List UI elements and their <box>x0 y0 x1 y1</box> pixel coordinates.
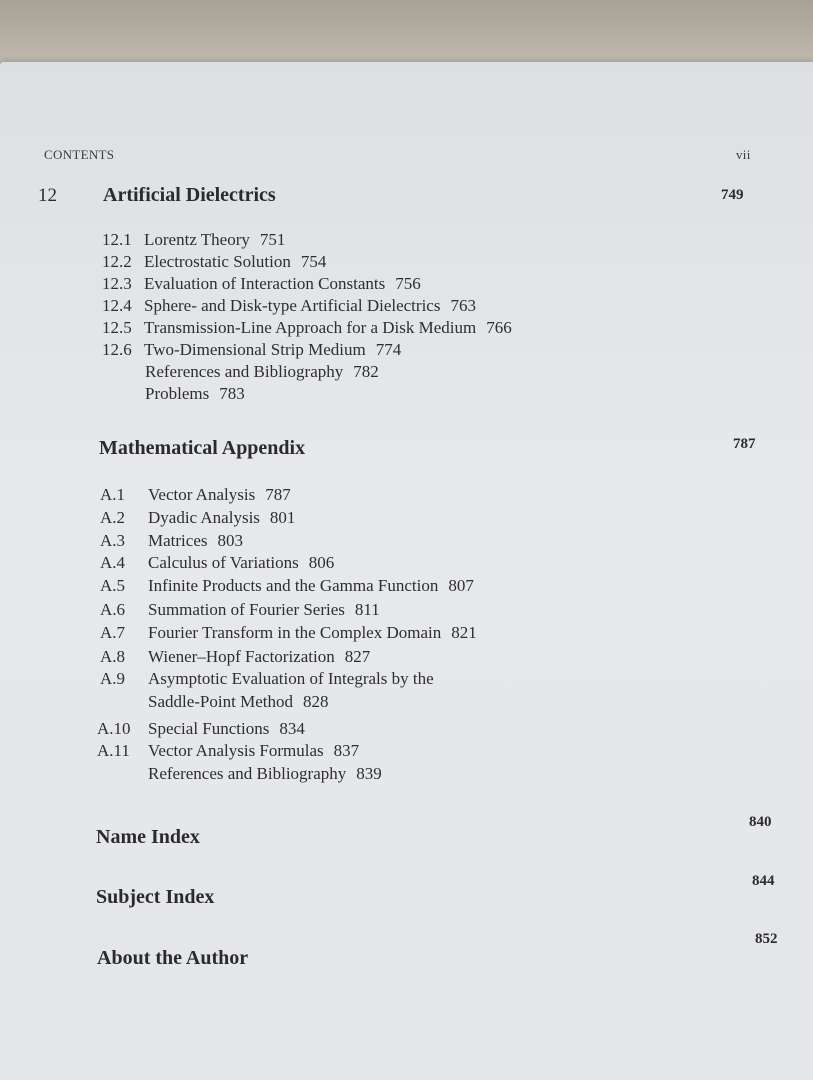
section-page: 821 <box>451 623 477 642</box>
section-title: Infinite Products and the Gamma Function <box>148 576 439 595</box>
section-page: 787 <box>265 485 291 504</box>
section-number: 12.3 <box>102 274 132 293</box>
section-title: Matrices <box>148 531 208 550</box>
section-page: 783 <box>219 384 245 403</box>
section-title: Vector Analysis Formulas <box>148 741 324 760</box>
chapter-title: Artificial Dielectrics <box>103 184 276 206</box>
section-title: Transmission-Line Approach for a Disk Medium <box>144 318 477 337</box>
toc-entry <box>100 669 434 689</box>
section-number: A.5 <box>100 576 126 595</box>
name-index-page: 840 <box>749 814 772 830</box>
section-page: 827 <box>344 647 371 666</box>
section-number: A.11 <box>97 741 130 760</box>
chapter-page: 749 <box>721 187 744 203</box>
section-page: 766 <box>486 318 512 337</box>
toc-entry <box>100 576 474 596</box>
toc-entry <box>102 274 421 294</box>
section-page: 837 <box>333 741 360 760</box>
section-number: A.9 <box>100 669 126 688</box>
appendix-title: Mathematical Appendix <box>99 437 306 459</box>
toc-entry <box>102 230 285 250</box>
toc-entry <box>97 741 359 761</box>
section-title: Two-Dimensional Strip Medium <box>144 340 366 359</box>
chapter-number: 12 <box>38 185 57 206</box>
section-page: 807 <box>448 576 474 595</box>
section-number: 12.4 <box>102 296 132 315</box>
section-page: 811 <box>354 600 380 619</box>
section-number: A.10 <box>97 719 131 738</box>
section-number: A.3 <box>100 531 126 550</box>
toc-entry <box>102 318 512 338</box>
page-number-roman: vii <box>736 147 751 162</box>
toc-entry <box>100 508 295 528</box>
section-number: 12.5 <box>102 318 132 337</box>
section-title: Special Functions <box>148 719 270 738</box>
section-page: 806 <box>308 553 335 572</box>
section-title: Evaluation of Interaction Constants <box>144 274 386 293</box>
section-title: Summation of Fourier Series <box>148 600 345 619</box>
section-number: A.7 <box>100 623 126 642</box>
section-title: References and Bibliography <box>148 764 347 783</box>
section-page: 801 <box>269 508 296 527</box>
section-title: Saddle-Point Method <box>148 692 293 711</box>
toc-entry <box>148 764 382 784</box>
section-number: 12.2 <box>102 252 132 271</box>
toc-entry <box>102 296 476 316</box>
section-page: 774 <box>375 340 402 359</box>
toc-entry <box>100 553 334 573</box>
about-author-title: About the Author <box>97 947 249 969</box>
section-number: 12.1 <box>102 230 132 249</box>
section-title: Electrostatic Solution <box>144 252 291 271</box>
section-title: Calculus of Variations <box>148 553 299 572</box>
subject-index-page: 844 <box>752 873 775 889</box>
toc-entry <box>145 362 379 382</box>
section-title: Vector Analysis <box>148 485 256 504</box>
toc-entry <box>100 600 380 620</box>
section-page: 828 <box>302 692 329 711</box>
section-number: A.8 <box>100 647 126 666</box>
section-title: Lorentz Theory <box>144 230 250 249</box>
section-page: 763 <box>450 296 476 315</box>
section-page: 756 <box>395 274 421 293</box>
toc-entry <box>100 531 243 551</box>
section-page: 782 <box>353 362 379 381</box>
section-title: Sphere- and Disk-type Artificial Dielectrics <box>144 296 441 315</box>
toc-entry <box>100 623 477 643</box>
running-head: CONTENTS <box>44 147 115 162</box>
toc-entry <box>102 252 326 272</box>
section-title: Asymptotic Evaluation of Integrals by the <box>148 669 434 688</box>
section-number: A.4 <box>100 553 126 572</box>
toc-entry <box>148 692 328 712</box>
section-number: A.6 <box>100 600 126 619</box>
appendix-page: 787 <box>733 436 756 452</box>
toc-entry <box>145 384 245 404</box>
toc-entry <box>100 485 291 505</box>
subject-index-title: Subject Index <box>96 886 215 908</box>
section-title: Dyadic Analysis <box>148 508 260 527</box>
section-page: 834 <box>279 719 305 738</box>
toc-entry <box>100 647 370 667</box>
section-number: A.1 <box>100 485 126 504</box>
toc-entry <box>102 340 401 360</box>
section-title: Fourier Transform in the Complex Domain <box>148 623 442 642</box>
toc-entry <box>97 719 305 739</box>
section-title: References and Bibliography <box>145 362 344 381</box>
section-page: 754 <box>300 252 327 271</box>
section-page: 839 <box>356 764 382 783</box>
section-page: 803 <box>217 531 243 550</box>
section-title: Problems <box>145 384 210 403</box>
section-number: 12.6 <box>102 340 132 359</box>
section-number: A.2 <box>100 508 126 527</box>
section-page: 751 <box>259 230 286 249</box>
about-author-page: 852 <box>755 931 778 947</box>
name-index-title: Name Index <box>96 826 200 848</box>
section-title: Wiener–Hopf Factorization <box>148 647 335 666</box>
